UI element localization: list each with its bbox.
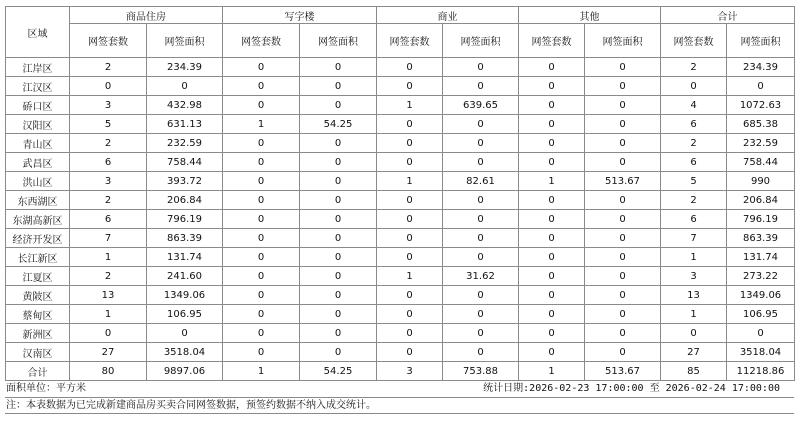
report-container <box>5 6 794 414</box>
table-row <box>6 229 795 248</box>
value-cell: 0 <box>300 267 377 286</box>
value-cell: 0 <box>519 286 585 305</box>
footer-info <box>5 381 794 397</box>
value-cell: 9897.06 <box>147 362 223 381</box>
value-cell: 0 <box>300 210 377 229</box>
value-cell: 0 <box>519 324 585 343</box>
district-cell: 合计 <box>6 362 70 381</box>
table-body <box>6 58 795 381</box>
value-cell: 0 <box>585 115 661 134</box>
value-cell: 0 <box>585 267 661 286</box>
value-cell: 0 <box>377 115 443 134</box>
value-cell: 0 <box>223 248 300 267</box>
value-cell: 80 <box>70 362 147 381</box>
value-cell: 1 <box>223 115 300 134</box>
value-cell: 0 <box>223 286 300 305</box>
value-cell: 0 <box>519 96 585 115</box>
value-cell: 0 <box>300 324 377 343</box>
value-cell: 2 <box>661 58 727 77</box>
value-cell: 0 <box>70 77 147 96</box>
value-cell: 273.22 <box>727 267 795 286</box>
district-cell: 青山区 <box>6 134 70 153</box>
value-cell: 85 <box>661 362 727 381</box>
table-row <box>6 172 795 191</box>
value-cell: 3518.04 <box>147 343 223 362</box>
value-cell: 0 <box>585 77 661 96</box>
value-cell: 0 <box>377 286 443 305</box>
value-cell: 0 <box>300 229 377 248</box>
value-cell: 1 <box>377 267 443 286</box>
value-cell: 0 <box>223 58 300 77</box>
value-cell: 0 <box>377 229 443 248</box>
value-cell: 54.25 <box>300 362 377 381</box>
subheader-count: 网签套数 <box>70 24 147 58</box>
value-cell: 0 <box>443 248 519 267</box>
value-cell: 0 <box>377 77 443 96</box>
total-row <box>6 362 795 381</box>
stats-period: 统计日期:2026-02-23 17:00:00 至 2026-02-24 17:00:00 <box>483 383 780 394</box>
value-cell: 6 <box>661 115 727 134</box>
value-cell: 0 <box>585 286 661 305</box>
value-cell: 1 <box>223 362 300 381</box>
value-cell: 2 <box>661 191 727 210</box>
group-header-other: 其他 <box>519 7 661 24</box>
value-cell: 0 <box>443 115 519 134</box>
district-cell: 经济开发区 <box>6 229 70 248</box>
value-cell: 31.62 <box>443 267 519 286</box>
table-row <box>6 77 795 96</box>
footnote: 注：本表数据为已完成新建商品房买卖合同网签数据，预签约数据不纳入成交统计。 <box>5 397 794 414</box>
district-cell: 武昌区 <box>6 153 70 172</box>
value-cell: 0 <box>585 343 661 362</box>
value-cell: 432.98 <box>147 96 223 115</box>
district-cell: 江夏区 <box>6 267 70 286</box>
subheader-area: 网签面积 <box>147 24 223 58</box>
value-cell: 1 <box>377 172 443 191</box>
value-cell: 0 <box>223 153 300 172</box>
value-cell: 0 <box>661 324 727 343</box>
district-cell: 洪山区 <box>6 172 70 191</box>
value-cell: 796.19 <box>147 210 223 229</box>
value-cell: 0 <box>300 248 377 267</box>
value-cell: 1 <box>661 305 727 324</box>
subheader-area: 网签面积 <box>443 24 519 58</box>
district-cell: 江岸区 <box>6 58 70 77</box>
value-cell: 0 <box>300 343 377 362</box>
value-cell: 0 <box>585 305 661 324</box>
value-cell: 1349.06 <box>727 286 795 305</box>
value-cell: 0 <box>147 77 223 96</box>
value-cell: 0 <box>223 134 300 153</box>
value-cell: 0 <box>223 305 300 324</box>
value-cell: 2 <box>661 134 727 153</box>
value-cell: 0 <box>300 172 377 191</box>
value-cell: 1 <box>377 96 443 115</box>
value-cell: 0 <box>377 191 443 210</box>
district-cell: 汉南区 <box>6 343 70 362</box>
value-cell: 0 <box>519 191 585 210</box>
value-cell: 0 <box>519 210 585 229</box>
value-cell: 0 <box>443 134 519 153</box>
district-cell: 东湖高新区 <box>6 210 70 229</box>
value-cell: 1 <box>70 305 147 324</box>
district-cell: 蔡甸区 <box>6 305 70 324</box>
table-row <box>6 58 795 77</box>
area-unit-label: 面积单位：平方米 <box>6 383 86 394</box>
value-cell: 206.84 <box>727 191 795 210</box>
value-cell: 0 <box>585 248 661 267</box>
value-cell: 0 <box>443 229 519 248</box>
value-cell: 0 <box>519 229 585 248</box>
value-cell: 0 <box>377 343 443 362</box>
value-cell: 0 <box>443 305 519 324</box>
value-cell: 513.67 <box>585 172 661 191</box>
value-cell: 0 <box>519 248 585 267</box>
group-header-office: 写字楼 <box>223 7 377 24</box>
value-cell: 2 <box>70 58 147 77</box>
value-cell: 0 <box>443 77 519 96</box>
table-row <box>6 115 795 134</box>
value-cell: 106.95 <box>147 305 223 324</box>
value-cell: 27 <box>661 343 727 362</box>
value-cell: 3 <box>661 267 727 286</box>
group-header-residential: 商品住房 <box>70 7 223 24</box>
value-cell: 753.88 <box>443 362 519 381</box>
value-cell: 0 <box>377 153 443 172</box>
value-cell: 513.67 <box>585 362 661 381</box>
sales-table <box>5 6 795 381</box>
district-header: 区域 <box>6 7 70 58</box>
subheader-count: 网签套数 <box>377 24 443 58</box>
value-cell: 0 <box>519 115 585 134</box>
value-cell: 0 <box>443 58 519 77</box>
group-header-commercial: 商业 <box>377 7 519 24</box>
value-cell: 0 <box>300 286 377 305</box>
table-row <box>6 267 795 286</box>
value-cell: 0 <box>223 210 300 229</box>
value-cell: 13 <box>661 286 727 305</box>
value-cell: 54.25 <box>300 115 377 134</box>
subheader-count: 网签套数 <box>661 24 727 58</box>
value-cell: 685.38 <box>727 115 795 134</box>
value-cell: 0 <box>223 229 300 248</box>
value-cell: 0 <box>223 172 300 191</box>
value-cell: 0 <box>519 305 585 324</box>
value-cell: 863.39 <box>727 229 795 248</box>
district-cell: 东西湖区 <box>6 191 70 210</box>
table-row <box>6 248 795 267</box>
value-cell: 2 <box>70 134 147 153</box>
table-row <box>6 210 795 229</box>
value-cell: 758.44 <box>727 153 795 172</box>
value-cell: 0 <box>585 134 661 153</box>
value-cell: 863.39 <box>147 229 223 248</box>
value-cell: 6 <box>661 210 727 229</box>
value-cell: 0 <box>223 96 300 115</box>
value-cell: 0 <box>300 58 377 77</box>
value-cell: 13 <box>70 286 147 305</box>
value-cell: 0 <box>443 210 519 229</box>
value-cell: 2 <box>70 191 147 210</box>
group-header-total: 合计 <box>661 7 795 24</box>
value-cell: 0 <box>223 343 300 362</box>
table-row <box>6 324 795 343</box>
value-cell: 0 <box>519 153 585 172</box>
value-cell: 6 <box>661 153 727 172</box>
value-cell: 0 <box>585 229 661 248</box>
value-cell: 5 <box>70 115 147 134</box>
value-cell: 0 <box>585 58 661 77</box>
value-cell: 0 <box>585 191 661 210</box>
value-cell: 0 <box>300 96 377 115</box>
subheader-count: 网签套数 <box>519 24 585 58</box>
value-cell: 3 <box>70 96 147 115</box>
value-cell: 1072.63 <box>727 96 795 115</box>
district-cell: 江汉区 <box>6 77 70 96</box>
value-cell: 6 <box>70 210 147 229</box>
value-cell: 232.59 <box>727 134 795 153</box>
value-cell: 1 <box>519 362 585 381</box>
value-cell: 106.95 <box>727 305 795 324</box>
value-cell: 639.65 <box>443 96 519 115</box>
value-cell: 0 <box>147 324 223 343</box>
value-cell: 131.74 <box>727 248 795 267</box>
value-cell: 1 <box>661 248 727 267</box>
value-cell: 82.61 <box>443 172 519 191</box>
district-cell: 汉阳区 <box>6 115 70 134</box>
table-row <box>6 191 795 210</box>
value-cell: 0 <box>519 267 585 286</box>
value-cell: 0 <box>70 324 147 343</box>
value-cell: 0 <box>377 248 443 267</box>
value-cell: 0 <box>585 96 661 115</box>
value-cell: 0 <box>300 134 377 153</box>
table-row <box>6 134 795 153</box>
district-cell: 黄陂区 <box>6 286 70 305</box>
header-row-groups <box>6 7 795 24</box>
subheader-area: 网签面积 <box>300 24 377 58</box>
value-cell: 1 <box>519 172 585 191</box>
table-row <box>6 343 795 362</box>
value-cell: 234.39 <box>727 58 795 77</box>
district-cell: 长江新区 <box>6 248 70 267</box>
value-cell: 0 <box>443 343 519 362</box>
subheader-area: 网签面积 <box>727 24 795 58</box>
value-cell: 0 <box>223 77 300 96</box>
value-cell: 0 <box>585 210 661 229</box>
value-cell: 0 <box>377 305 443 324</box>
value-cell: 0 <box>727 77 795 96</box>
value-cell: 0 <box>443 191 519 210</box>
value-cell: 0 <box>443 286 519 305</box>
value-cell: 7 <box>661 229 727 248</box>
value-cell: 206.84 <box>147 191 223 210</box>
value-cell: 0 <box>727 324 795 343</box>
value-cell: 3 <box>377 362 443 381</box>
value-cell: 27 <box>70 343 147 362</box>
table-row <box>6 96 795 115</box>
value-cell: 3 <box>70 172 147 191</box>
subheader-area: 网签面积 <box>585 24 661 58</box>
value-cell: 0 <box>377 324 443 343</box>
value-cell: 0 <box>443 324 519 343</box>
value-cell: 241.60 <box>147 267 223 286</box>
value-cell: 0 <box>300 153 377 172</box>
value-cell: 1 <box>70 248 147 267</box>
value-cell: 796.19 <box>727 210 795 229</box>
table-row <box>6 153 795 172</box>
value-cell: 7 <box>70 229 147 248</box>
value-cell: 0 <box>300 305 377 324</box>
value-cell: 0 <box>519 343 585 362</box>
value-cell: 232.59 <box>147 134 223 153</box>
value-cell: 0 <box>585 324 661 343</box>
value-cell: 0 <box>223 191 300 210</box>
value-cell: 0 <box>300 191 377 210</box>
value-cell: 11218.86 <box>727 362 795 381</box>
value-cell: 1349.06 <box>147 286 223 305</box>
subheader-count: 网签套数 <box>223 24 300 58</box>
value-cell: 0 <box>377 58 443 77</box>
value-cell: 4 <box>661 96 727 115</box>
value-cell: 393.72 <box>147 172 223 191</box>
value-cell: 0 <box>300 77 377 96</box>
value-cell: 234.39 <box>147 58 223 77</box>
value-cell: 0 <box>661 77 727 96</box>
value-cell: 5 <box>661 172 727 191</box>
district-cell: 硚口区 <box>6 96 70 115</box>
value-cell: 0 <box>585 153 661 172</box>
value-cell: 0 <box>519 134 585 153</box>
value-cell: 2 <box>70 267 147 286</box>
value-cell: 631.13 <box>147 115 223 134</box>
value-cell: 758.44 <box>147 153 223 172</box>
value-cell: 0 <box>377 134 443 153</box>
value-cell: 3518.04 <box>727 343 795 362</box>
value-cell: 0 <box>377 210 443 229</box>
table-row <box>6 286 795 305</box>
value-cell: 6 <box>70 153 147 172</box>
table-row <box>6 305 795 324</box>
value-cell: 990 <box>727 172 795 191</box>
value-cell: 0 <box>519 77 585 96</box>
district-cell: 新洲区 <box>6 324 70 343</box>
value-cell: 0 <box>443 153 519 172</box>
header-row-metrics <box>6 24 795 58</box>
value-cell: 0 <box>519 58 585 77</box>
value-cell: 131.74 <box>147 248 223 267</box>
value-cell: 0 <box>223 267 300 286</box>
value-cell: 0 <box>223 324 300 343</box>
